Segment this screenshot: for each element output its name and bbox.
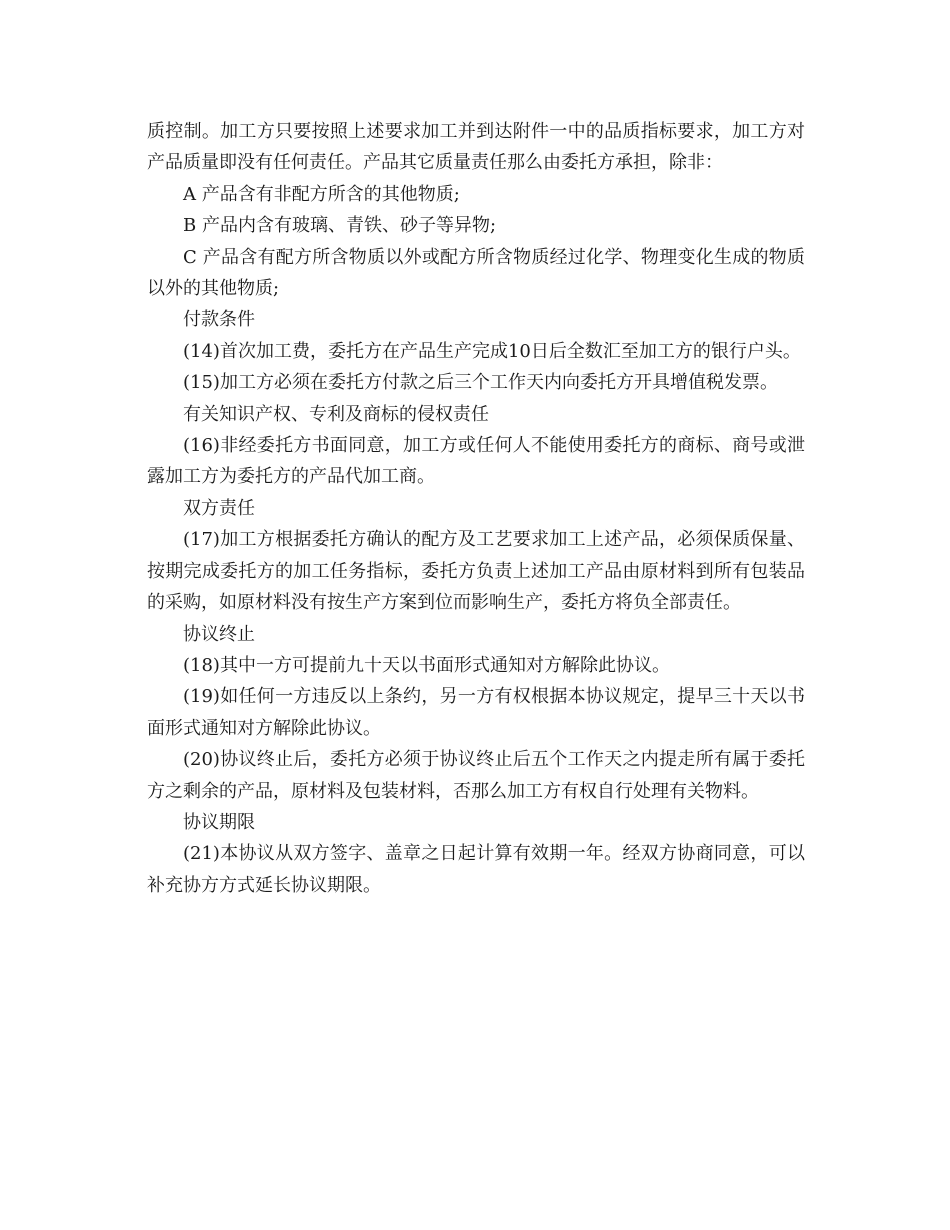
document-body: [147, 116, 805, 901]
section-heading-term: 协议期限: [183, 811, 255, 833]
clause-19: (19)如任何一方违反以上条约，另一方有权根据本协议规定，提早三十天以书面形式通知对方解除此协议。: [147, 686, 805, 739]
section-heading-payment: 付款条件: [183, 309, 255, 331]
paragraph-quality-control: 质控制。加工方只要按照上述要求加工并到达附件一中的品质指标要求，加工方对产品质量即没有任何责任。产品其它质量责任那么由委托方承担，除非：: [147, 121, 805, 174]
paragraph-exception-c: C 产品含有配方所含物质以外或配方所含物质经过化学、物理变化生成的物质以外的其他物质;: [147, 246, 805, 300]
clause-20: (20)协议终止后，委托方必须于协议终止后五个工作天之内提走所有属于委托方之剩余的产品，原材料及包装材料，否那么加工方有权自行处理有关物料。: [147, 749, 805, 802]
clause-18: (18)其中一方可提前九十天以书面形式通知对方解除此协议。: [183, 654, 670, 676]
clause-16: (16)非经委托方书面同意，加工方或任何人不能使用委托方的商标、商号或泄露加工方为委托方的产品代加工商。: [147, 435, 805, 488]
paragraph-exception-b: B 产品内含有玻璃、青铁、砂子等异物;: [183, 215, 497, 237]
section-heading-responsibilities: 双方责任: [183, 497, 255, 519]
clause-15: (15)加工方必须在委托方付款之后三个工作天内向委托方开具增值税发票。: [183, 372, 778, 394]
clause-21: (21)本协议从双方签字、盖章之日起计算有效期一年。经双方协商同意，可以补充协方方式延长协议期限。: [147, 843, 805, 896]
section-heading-termination: 协议终止: [183, 623, 255, 645]
paragraph-exception-a: A 产品含有非配方所含的其他物质;: [183, 183, 460, 205]
clause-17: (17)加工方根据委托方确认的配方及工艺要求加工上述产品，必须保质保量、按期完成委托方的加工任务指标，委托方负责上述加工产品由原材料到所有包装品的采购，如原材料没有按生产方案到位而影响生产，委托方将负全部责任。: [147, 529, 805, 614]
section-heading-ip: 有关知识产权、专利及商标的侵权责任: [183, 403, 489, 425]
clause-14: (14)首次加工费，委托方在产品生产完成10日后全数汇至加工方的银行户头。: [183, 340, 801, 362]
